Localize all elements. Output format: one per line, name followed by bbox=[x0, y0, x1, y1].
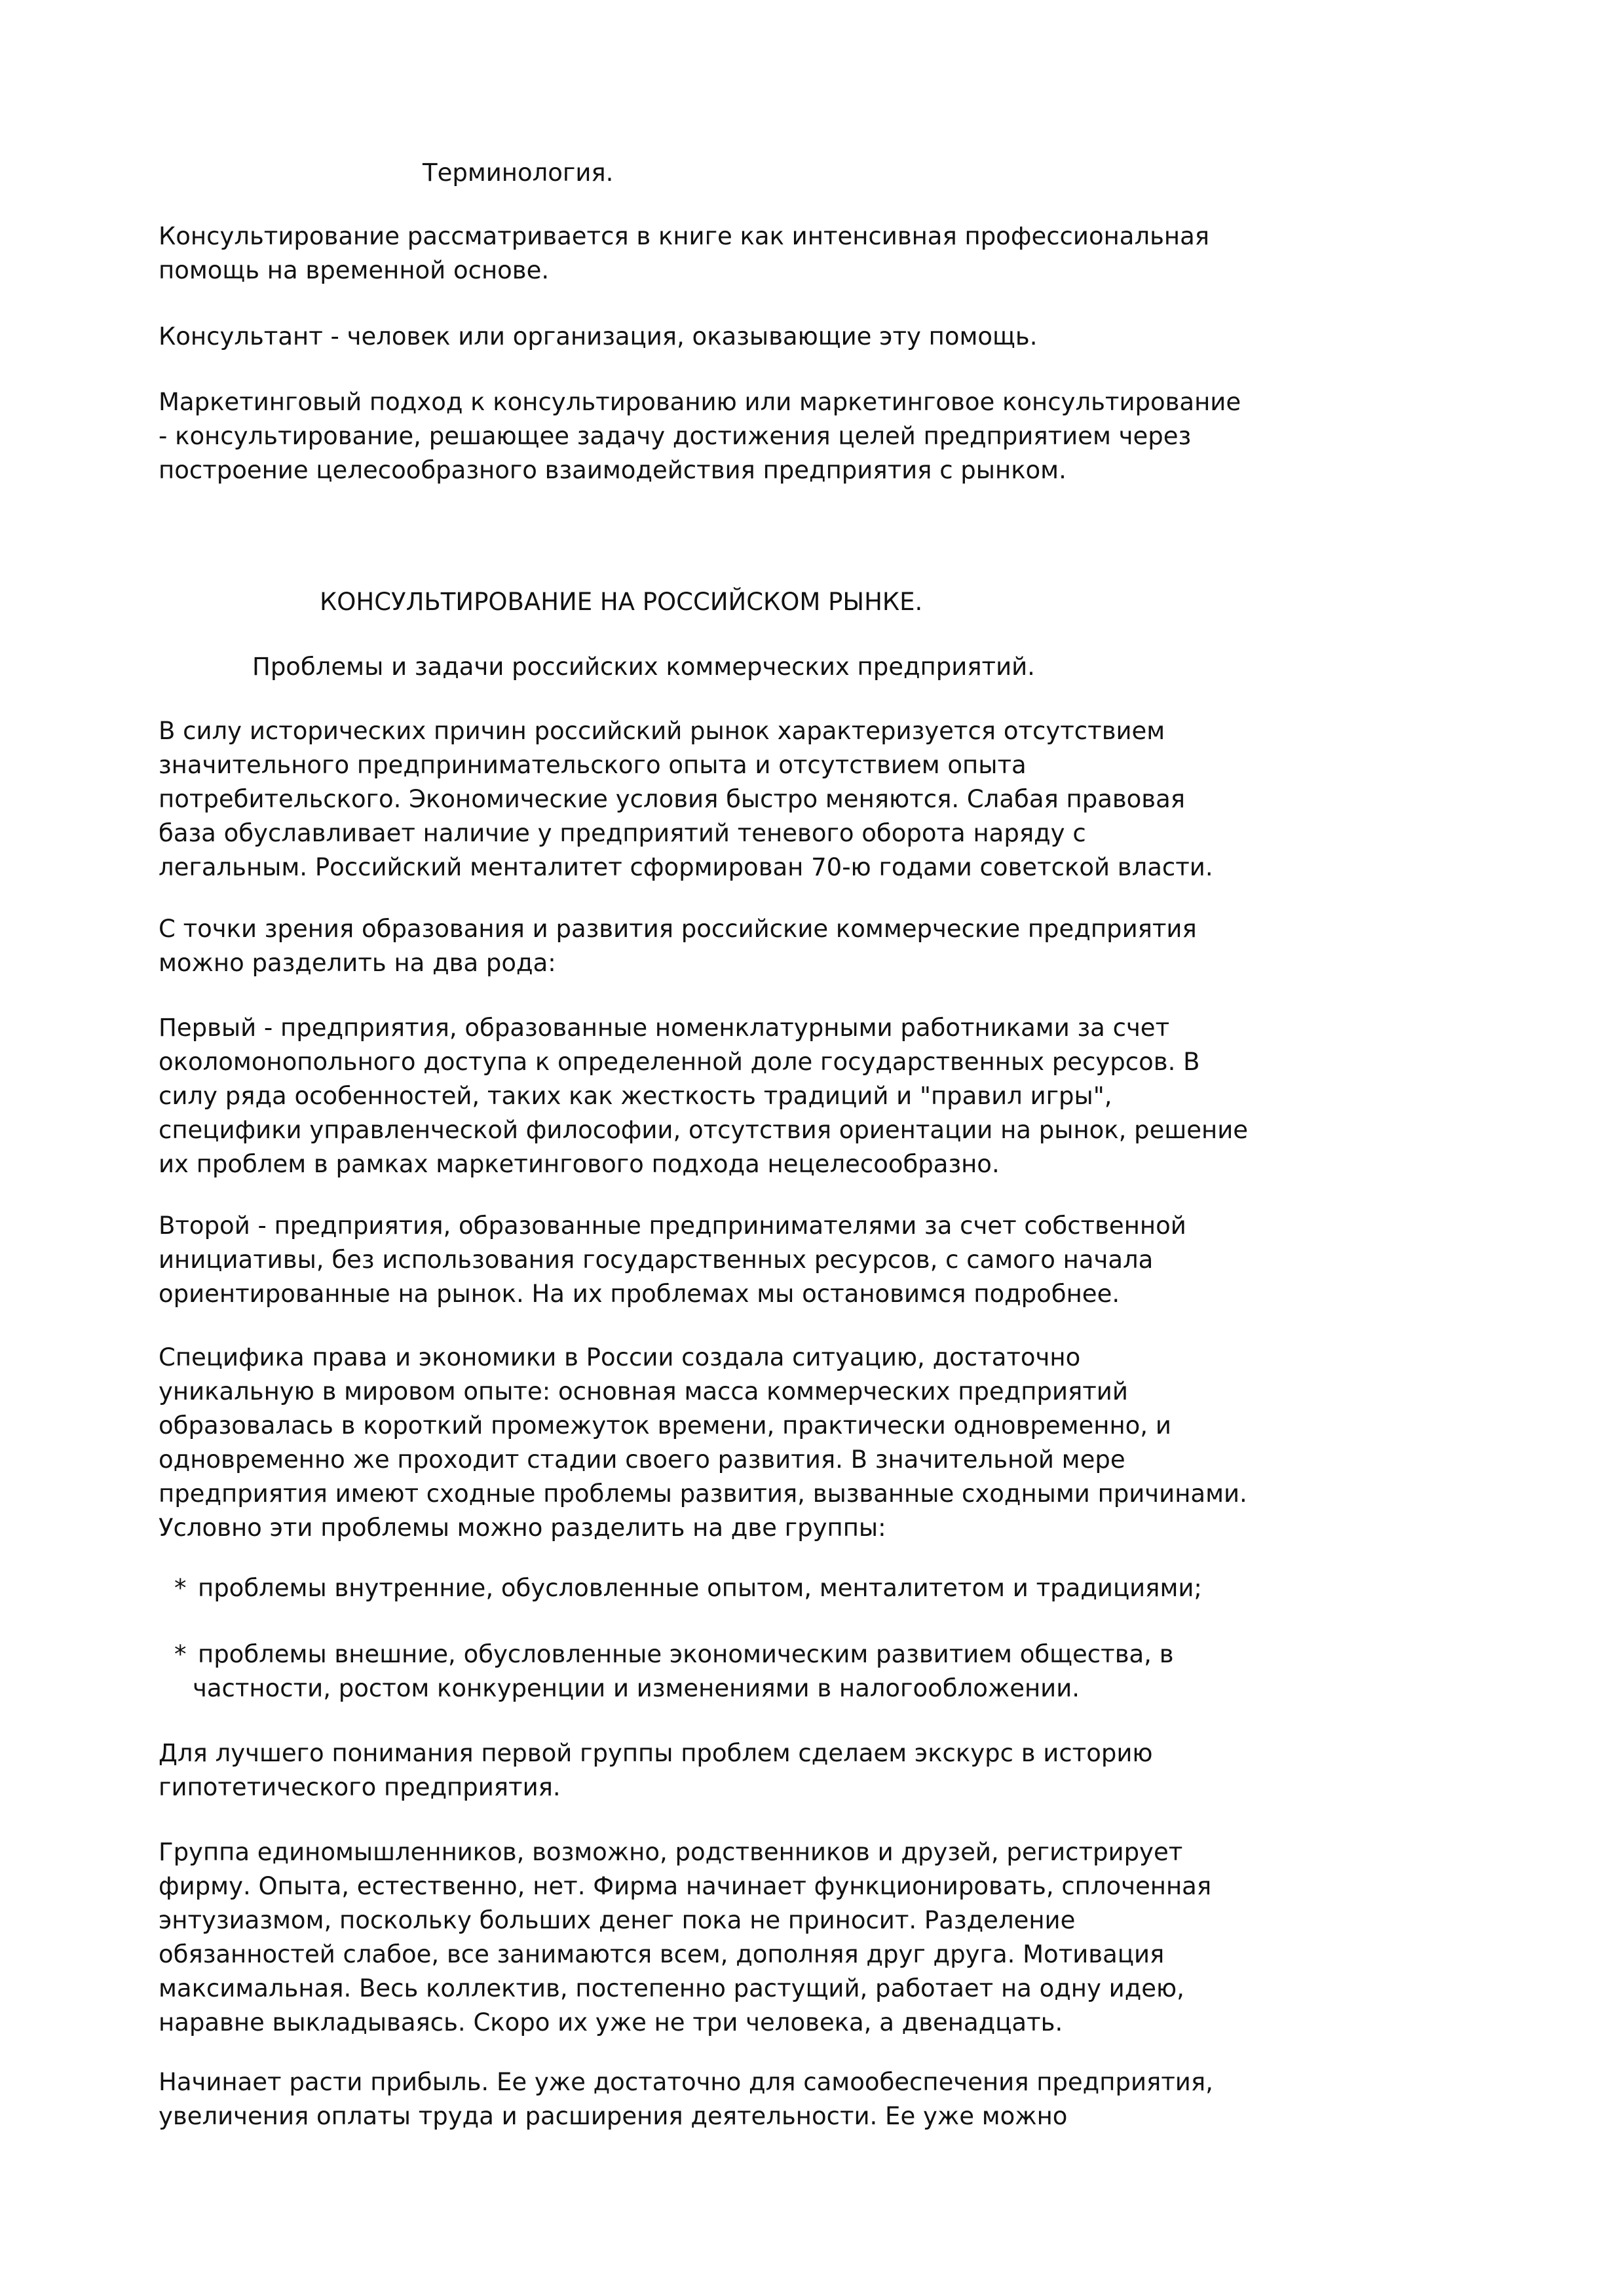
text-line: - консультирование, решающее задачу достижения целей предприятием через bbox=[159, 422, 1192, 450]
text-line: их проблем в рамках маркетингового подхода нецелесообразно. bbox=[159, 1150, 1000, 1178]
text-line: проблемы внешние, обусловленные экономическим развитием общества, в bbox=[198, 1640, 1174, 1668]
text-line: значительного предпринимательского опыта и отсутствием опыта bbox=[159, 751, 1027, 779]
text-line: предприятия имеют сходные проблемы развития, вызванные сходными причинами. bbox=[159, 1480, 1247, 1508]
text-line: помощь на временной основе. bbox=[159, 256, 550, 284]
paragraph-term-consultant bbox=[159, 320, 1246, 354]
bullet-mark: * bbox=[174, 1640, 187, 1668]
text-line: наравне выкладываясь. Скоро их уже не три человека, а двенадцать. bbox=[159, 2008, 1063, 2037]
text-line: одновременно же проходит стадии своего развития. В значительной мере bbox=[159, 1445, 1125, 1474]
text-line: энтузиазмом, поскольку больших денег пока не приносит. Разделение bbox=[159, 1906, 1076, 1934]
paragraph-historical bbox=[159, 714, 1246, 885]
text-line: проблемы внутренние, обусловленные опытом, менталитетом и традициями; bbox=[198, 1574, 1202, 1602]
text-line: увеличения оплаты труда и расширения деятельности. Ее уже можно bbox=[159, 2102, 1068, 2130]
text-line: околомонопольного доступа к определенной доле государственных ресурсов. В bbox=[159, 1048, 1200, 1076]
paragraph-two-kinds bbox=[159, 912, 1246, 980]
text-line: Условно эти проблемы можно разделить на две группы: bbox=[159, 1514, 886, 1542]
text-line: обязанностей слабое, все занимаются всем, дополняя друг друга. Мотивация bbox=[159, 1940, 1165, 1968]
text-line: база обуславливает наличие у предприятий теневого оборота наряду с bbox=[159, 819, 1086, 847]
text-line: Второй - предприятия, образованные предпринимателями за счет собственной bbox=[159, 1212, 1186, 1240]
paragraph-first-kind bbox=[159, 1011, 1249, 1181]
text-line: С точки зрения образования и развития российские коммерческие предприятия bbox=[159, 915, 1197, 943]
text-line: ориентированные на рынок. На их проблемах мы остановимся подробнее. bbox=[159, 1280, 1120, 1308]
paragraph-excursion bbox=[159, 1736, 1246, 1805]
text-line: силу ряда особенностей, таких как жесткость традиций и "правил игры", bbox=[159, 1082, 1112, 1110]
bullet-mark: * bbox=[174, 1574, 187, 1602]
text-line: Первый - предприятия, образованные номенклатурными работниками за счет bbox=[159, 1014, 1170, 1042]
text-line: гипотетического предприятия. bbox=[159, 1773, 561, 1801]
heading-section: КОНСУЛЬТИРОВАНИЕ НА РОССИЙСКОМ РЫНКЕ. bbox=[320, 588, 923, 616]
text-line: легальным. Российский менталитет сформирован 70-ю годами советской власти. bbox=[159, 853, 1213, 881]
paragraph-group bbox=[159, 1835, 1246, 2040]
paragraph-term-marketing bbox=[159, 385, 1246, 488]
text-line: Для лучшего понимания первой группы проблем сделаем экскурс в историю bbox=[159, 1739, 1153, 1767]
paragraph-term-consulting bbox=[159, 220, 1246, 288]
text-line: фирму. Опыта, естественно, нет. Фирма начинает функционировать, сплоченная bbox=[159, 1872, 1212, 1900]
text-line: максимальная. Весь коллектив, постепенно растущий, работает на одну идею, bbox=[159, 1974, 1184, 2002]
text-line: В силу исторических причин российский рынок характеризуется отсутствием bbox=[159, 717, 1165, 745]
text-line: специфики управленческой философии, отсутствия ориентации на рынок, решение bbox=[159, 1116, 1249, 1144]
text-line: инициативы, без использования государственных ресурсов, с самого начала bbox=[159, 1246, 1154, 1274]
text-line: можно разделить на два рода: bbox=[159, 949, 556, 977]
heading-subsection: Проблемы и задачи российских коммерческих предприятий. bbox=[252, 653, 1035, 681]
text-line: Консультирование рассматривается в книге как интенсивная профессиональная bbox=[159, 222, 1210, 250]
text-line: Начинает расти прибыль. Ее уже достаточно для самообеспечения предприятия, bbox=[159, 2068, 1213, 2096]
text-line: Группа единомышленников, возможно, родственников и друзей, регистрирует bbox=[159, 1838, 1183, 1866]
text-line: Маркетинговый подход к консультированию или маркетинговое консультирование bbox=[159, 388, 1241, 416]
paragraph-specifics bbox=[159, 1341, 1246, 1545]
paragraph-profit bbox=[159, 2065, 1246, 2133]
heading-terminology: Терминология. bbox=[423, 159, 614, 187]
text-line: уникальную в мировом опыте: основная масса коммерческих предприятий bbox=[159, 1377, 1128, 1406]
text-line: Консультант - человек или организация, оказывающие эту помощь. bbox=[159, 322, 1038, 351]
text-line: построение целесообразного взаимодействия предприятия с рынком. bbox=[159, 456, 1067, 484]
text-line: образовалась в короткий промежуток времени, практически одновременно, и bbox=[159, 1411, 1171, 1440]
text-line: потребительского. Экономические условия быстро меняются. Слабая правовая bbox=[159, 785, 1186, 813]
text-line: Специфика права и экономики в России создала ситуацию, достаточно bbox=[159, 1343, 1081, 1371]
text-line: частности, ростом конкуренции и изменениями в налогообложении. bbox=[193, 1674, 1080, 1702]
paragraph-second-kind bbox=[159, 1209, 1246, 1311]
